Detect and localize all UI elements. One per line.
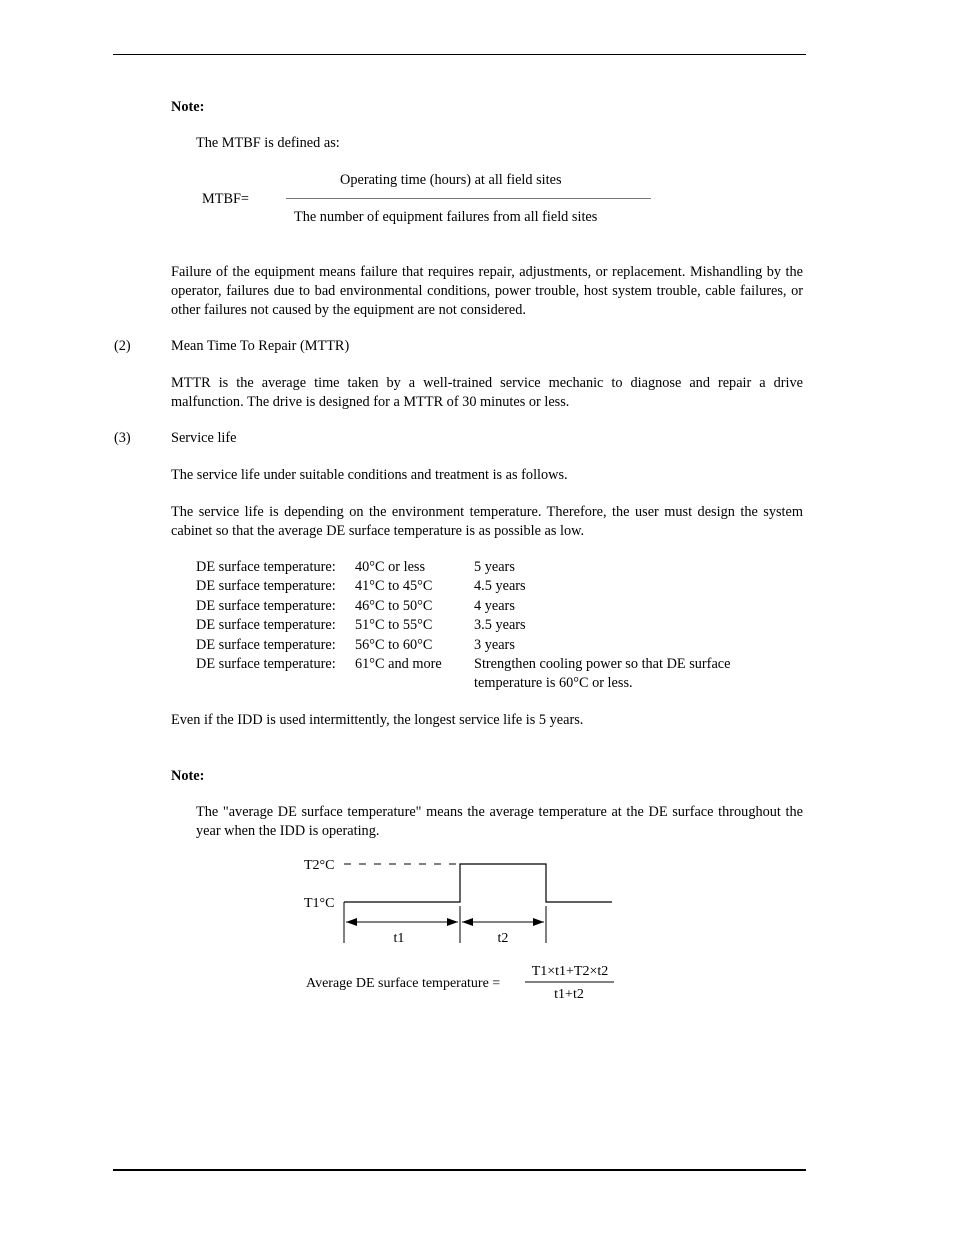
formula-left-side: Average DE surface temperature = (306, 976, 501, 991)
t1-label: T1°C (304, 896, 335, 911)
section-number-3: (3) (114, 430, 131, 446)
temp-label: DE surface temperature: (196, 559, 336, 575)
t1-span-label: t1 (393, 931, 405, 946)
bottom-rule (113, 1169, 806, 1171)
mtbf-fraction-bar (286, 198, 651, 199)
mtbf-denominator: The number of equipment failures from all field sites (294, 209, 598, 225)
temperature-timing-diagram (290, 850, 630, 1010)
note-heading: Note: (171, 99, 205, 115)
t2-span-label: t2 (497, 931, 509, 946)
temp-range: 56°C to 60°C (355, 636, 433, 653)
service-life-value: 4 years (474, 597, 515, 614)
service-life-value: 5 years (474, 559, 515, 575)
temp-range: 40°C or less (355, 559, 426, 575)
service-life-paragraph: The service life is depending on the environment temperature. Therefore, the user must design the system cabinet so that the average DE surface temperature is as possible as low. (171, 504, 803, 539)
failure-paragraph: Failure of the equipment means failure that requires repair, adjustments, or replacement. Mishandling by the operator, failures due to bad environmental conditions, power trouble, host system trouble, cable failures, or other failures not caused by the equipment are not considered. (171, 264, 803, 318)
mtbf-numerator: Operating time (hours) at all field sites (340, 172, 562, 188)
mttr-paragraph: MTTR is the average time taken by a well-trained service mechanic to diagnose and repair a drive malfunction. The drive is designed for a MTTR of 30 minutes or less. (171, 375, 803, 410)
section-number-2: (2) (114, 338, 131, 354)
temp-label: DE surface temperature: (196, 597, 336, 614)
temp-label: DE surface temperature: (196, 617, 336, 634)
temp-label: DE surface temperature: (196, 636, 336, 653)
t1-arrow-right (447, 918, 458, 926)
temp-range: 61°C and more (355, 656, 442, 673)
mtbf-label: MTBF= (202, 191, 249, 207)
service-life-value: Strengthen cooling power so that DE surface temperature is 60°C or less. (474, 656, 731, 692)
mtbf-intro: The MTBF is defined as: (196, 135, 340, 151)
section-title-mttr: Mean Time To Repair (MTTR) (171, 338, 350, 354)
section-title-service-life: Service life (171, 430, 237, 446)
temp-label: DE surface temperature: (196, 656, 336, 673)
service-life-value: 3 years (474, 636, 515, 653)
table-row (196, 558, 774, 577)
t2-arrow-left (462, 918, 473, 926)
temperature-waveform (344, 864, 612, 902)
formula-numerator: T1×t1+T2×t2 (531, 964, 609, 979)
service-life-intro: The service life under suitable conditions and treatment is as follows. (171, 467, 568, 483)
temp-label: DE surface temperature: (196, 578, 336, 595)
temp-range: 41°C to 45°C (355, 578, 433, 595)
top-rule (113, 54, 806, 55)
temp-range: 46°C to 50°C (355, 597, 433, 614)
note-heading-2: Note: (171, 768, 205, 784)
t2-label: T2°C (304, 858, 335, 873)
table-row (196, 636, 774, 655)
t2-arrow-right (533, 918, 544, 926)
service-life-value: 3.5 years (474, 617, 526, 634)
temp-range: 51°C to 55°C (355, 617, 433, 634)
service-life-table (196, 558, 774, 694)
table-row (196, 616, 774, 635)
formula-denominator: t1+t2 (554, 987, 584, 1002)
service-life-note: Even if the IDD is used intermittently, the longest service life is 5 years. (171, 712, 584, 728)
table-row (196, 577, 774, 596)
service-life-value: 4.5 years (474, 578, 526, 595)
t1-arrow-left (346, 918, 357, 926)
table-row (196, 597, 774, 616)
note-paragraph: The "average DE surface temperature" means the average temperature at the DE surface throughout the year when the IDD is operating. (196, 804, 803, 839)
table-row (196, 655, 774, 694)
